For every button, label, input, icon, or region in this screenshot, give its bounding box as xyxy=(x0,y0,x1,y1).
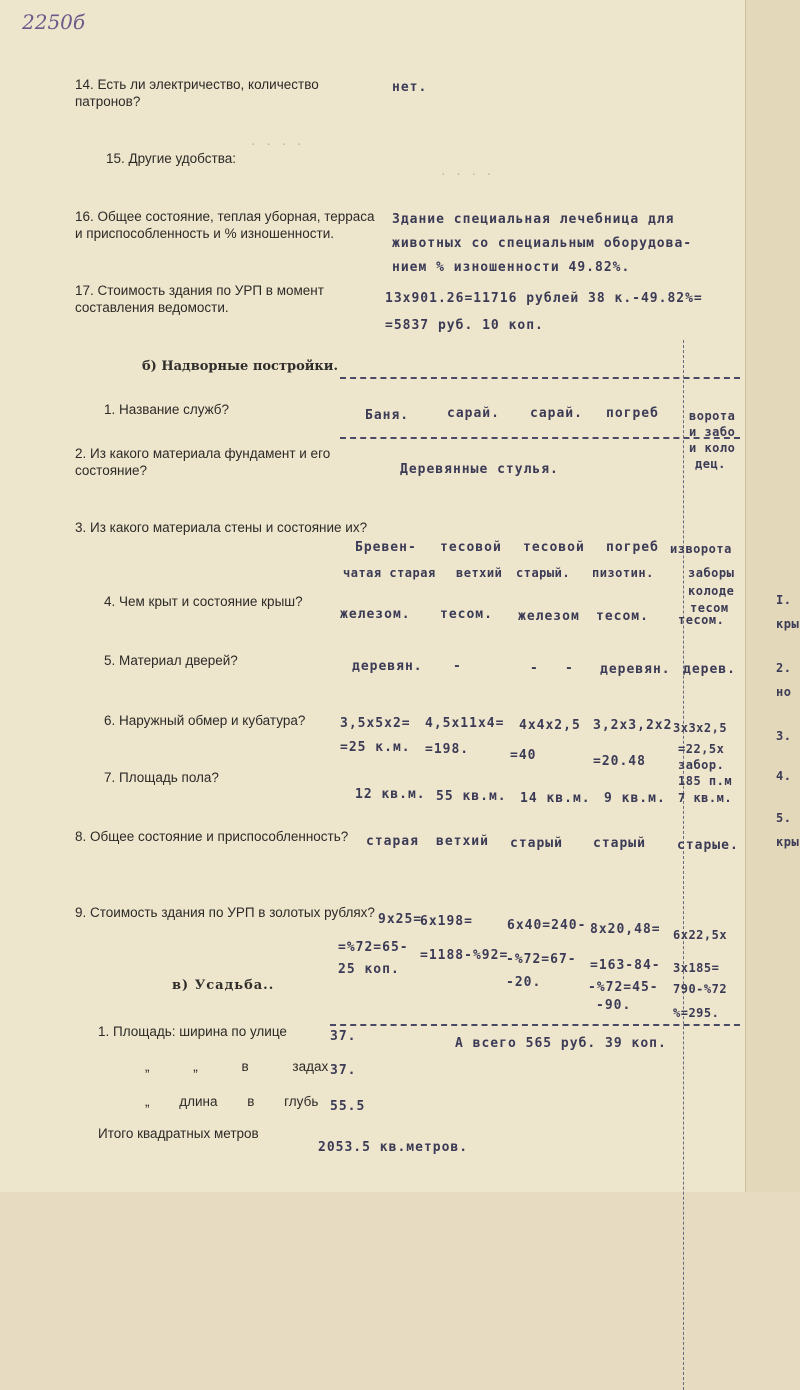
roof-cell: железом. xyxy=(340,607,411,622)
dims-cell: забор. xyxy=(678,758,725,772)
dims-cell: 3,5x5x2= xyxy=(340,716,411,731)
name-cell: и забо xyxy=(689,425,736,439)
cost-cell: 790-%72 xyxy=(673,982,728,996)
door-cell: - xyxy=(565,661,574,676)
door-cell: - xyxy=(530,661,539,676)
cost-cell: 25 коп. xyxy=(338,962,400,977)
roof-cell: железом xyxy=(518,609,580,624)
dims-cell: =198. xyxy=(425,742,470,757)
condition-cell: старый xyxy=(510,836,563,851)
answer-17-line-1: 13x901.26=11716 рублей 38 к.-49.82%= xyxy=(385,291,703,306)
margin-fragment: кры xyxy=(776,835,800,849)
roof-cell: тесом. xyxy=(678,613,725,627)
outbuilding-question-3: 3. Из какого материала стены и состояние их? xyxy=(75,520,368,535)
name-cell: погреб xyxy=(606,406,659,421)
cost-cell: 6x40=240- xyxy=(507,918,587,933)
door-cell: дерев. xyxy=(683,662,736,677)
margin-fragment: кры xyxy=(776,617,800,631)
dims-cell: 3x3x2,5 xyxy=(673,721,728,735)
roof-cell: тесом. xyxy=(596,609,649,624)
cost-cell: 8x20,48= xyxy=(590,922,661,937)
question-17: 17. Стоимость здания по УРП в момент составления ведомости. xyxy=(75,283,324,315)
name-cell: и коло xyxy=(689,441,736,455)
cost-cell: -%72=67- xyxy=(506,952,577,967)
estate-row-label: „ длина в глубь xyxy=(145,1094,319,1109)
walls-cell: колоде xyxy=(688,584,735,598)
name-cell: дец. xyxy=(695,457,726,471)
floor-cell: 12 кв.м. xyxy=(355,787,426,802)
condition-cell: старые. xyxy=(677,838,739,853)
cost-cell: =163-84- xyxy=(590,958,661,973)
cost-cell: 9x25= xyxy=(378,912,423,927)
door-cell: деревян. xyxy=(352,659,423,674)
section-b-title: б) Надворные постройки. xyxy=(142,359,338,374)
walls-cell: заборы xyxy=(688,566,735,580)
name-cell: ворота xyxy=(689,409,736,423)
estate-row-label: 1. Площадь: ширина по улице xyxy=(98,1024,287,1039)
estate-row-value: 37. xyxy=(330,1029,357,1044)
outbuilding-question-2: 2. Из какого материала фундамент и его состояние? xyxy=(75,446,331,478)
cost-cell: =%72=65- xyxy=(338,940,409,955)
margin-fragment: но xyxy=(776,685,792,699)
estate-row-value: 2053.5 кв.метров. xyxy=(318,1140,469,1155)
margin-fragment: 5. xyxy=(776,811,792,825)
dims-cell: 4x4x2,5 xyxy=(519,718,581,733)
margin-fragment: 3. xyxy=(776,729,792,743)
estate-row-value: 37. xyxy=(330,1063,357,1078)
cost-cell: =1188-%92= xyxy=(420,948,509,963)
answer-16-line-2: животных со специальным оборудова- xyxy=(392,236,693,251)
adjacent-page-edge xyxy=(745,0,800,1192)
dims-cell: 4,5x11x4= xyxy=(425,716,505,731)
dims-cell: =40 xyxy=(510,748,537,763)
walls-cell: пизотин. xyxy=(592,566,654,580)
condition-cell: старая xyxy=(366,834,419,849)
dims-cell: =20.48 xyxy=(593,754,646,769)
margin-fragment: 2. xyxy=(776,661,792,675)
floor-cell: 55 кв.м. xyxy=(436,789,507,804)
outbuilding-question-8: 8. Общее состояние и приспособленность? xyxy=(75,829,349,844)
walls-cell: чатая старая xyxy=(343,566,436,580)
walls-cell: ветхий xyxy=(456,566,503,580)
floor-cell: 9 кв.м. xyxy=(604,791,666,806)
name-cell: сарай. xyxy=(447,406,500,421)
roof-cell: тесом. xyxy=(440,607,493,622)
outbuilding-question-1: 1. Название служб? xyxy=(104,402,230,417)
estate-row-value: 55.5 xyxy=(330,1099,366,1114)
table-rule-header xyxy=(340,437,740,439)
bleed-through: · · · · xyxy=(250,138,304,151)
outbuildings-total: А всего 565 руб. 39 коп. xyxy=(455,1036,667,1051)
foundation-cell: Деревянные стулья. xyxy=(400,462,559,477)
bleed-through: · · · · xyxy=(440,168,494,181)
answer-14: нет. xyxy=(392,80,428,95)
question-15: 15. Другие удобства: xyxy=(106,151,236,166)
question-16: 16. Общее состояние, теплая уборная, терраса и приспособленность и % изношенности. xyxy=(75,209,375,241)
estate-row-label: Итого квадратных метров xyxy=(98,1126,259,1141)
dims-cell: 185 п.м xyxy=(678,774,733,788)
estate-row-label: „ „ в задах xyxy=(145,1059,329,1074)
walls-cell: Бревен- xyxy=(355,540,417,555)
table-rule-top xyxy=(340,377,740,379)
door-cell: - xyxy=(453,659,462,674)
margin-fragment: I. xyxy=(776,593,792,607)
outbuilding-question-7: 7. Площадь пола? xyxy=(104,770,219,785)
outbuilding-question-4: 4. Чем крыт и состояние крыш? xyxy=(104,594,303,609)
dims-cell: =22,5x xyxy=(678,742,725,756)
walls-cell: тесовой xyxy=(523,540,585,555)
answer-16-line-1: Здание специальная лечебница для xyxy=(392,212,675,227)
cost-cell: 3x185= xyxy=(673,961,720,975)
walls-cell: тесовой xyxy=(440,540,502,555)
condition-cell: ветхий xyxy=(436,834,489,849)
roof-cell: тесом xyxy=(690,601,729,615)
door-cell: деревян. xyxy=(600,662,671,677)
name-cell: Баня. xyxy=(365,408,410,423)
cost-cell: 6x22,5x xyxy=(673,928,728,942)
condition-cell: старый xyxy=(593,836,646,851)
question-14: 14. Есть ли электричество, количество патронов? xyxy=(75,77,319,109)
outbuilding-question-6: 6. Наружный обмер и кубатура? xyxy=(104,713,306,728)
outbuilding-question-5: 5. Материал дверей? xyxy=(104,653,238,668)
archive-number: 2250б xyxy=(22,10,86,34)
margin-fragment: 4. xyxy=(776,769,792,783)
cost-cell: 6x198= xyxy=(420,914,473,929)
cost-cell: %=295. xyxy=(673,1006,720,1020)
walls-cell: старый. xyxy=(516,566,571,580)
cost-cell: -20. xyxy=(506,975,542,990)
answer-16-line-3: нием % изношенности 49.82%. xyxy=(392,260,631,275)
table-column-divider xyxy=(683,340,684,1390)
table-rule-bottom xyxy=(330,1024,740,1026)
outbuilding-question-9: 9. Стоимость здания по УРП в золотых рублях? xyxy=(75,905,375,920)
dims-cell: =25 к.м. xyxy=(340,740,411,755)
section-v-title: в) Усадьба.. xyxy=(172,978,275,993)
name-cell: сарай. xyxy=(530,406,583,421)
floor-cell: 7 кв.м. xyxy=(678,791,733,805)
walls-cell: изворота xyxy=(670,542,732,556)
floor-cell: 14 кв.м. xyxy=(520,791,591,806)
dims-cell: 3,2x3,2x2 xyxy=(593,718,673,733)
cost-cell: -90. xyxy=(596,998,632,1013)
answer-17-line-2: =5837 руб. 10 коп. xyxy=(385,318,544,333)
walls-cell: погреб xyxy=(606,540,659,555)
cost-cell: -%72=45- xyxy=(588,980,659,995)
